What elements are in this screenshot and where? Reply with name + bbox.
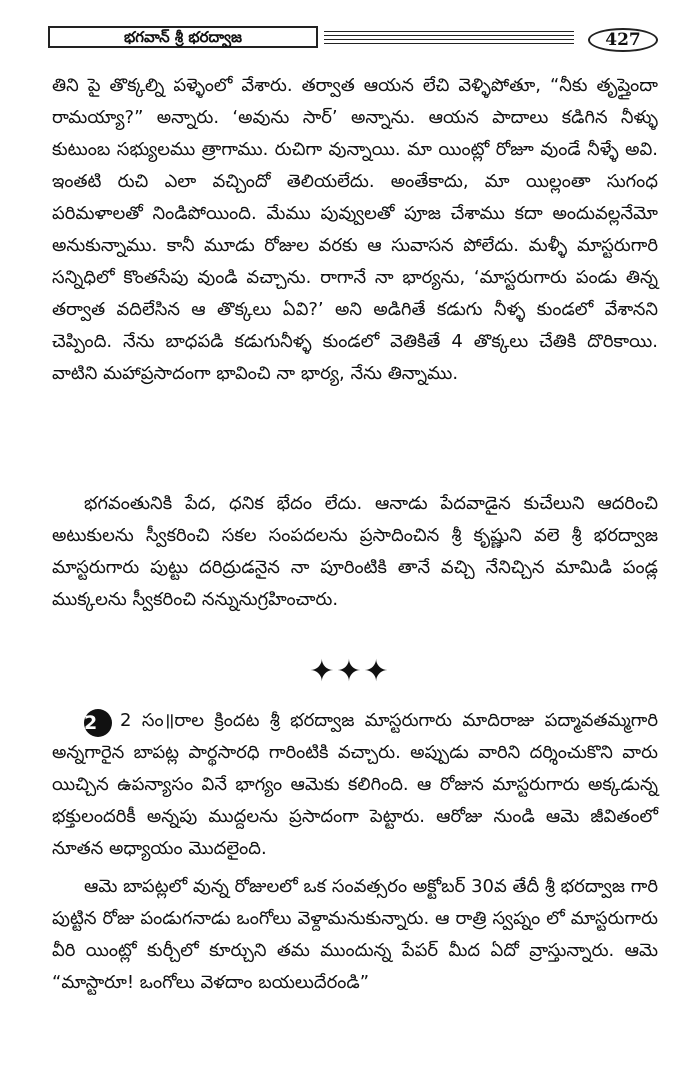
paragraph: తిని పై తొక్కల్ని పళ్ళెంలో వేశారు. తర్వాత ఆయన లేచి వెళ్ళిపోతూ, “నీకు తృప్తైందా రామయ్యా?” అన్నారు. ‘అవును సార్’ అన్నాను. ఆయన పాదాలు కడిగిన నీళ్ళు కుటుంబ సభ్యులము త్రాగాము. రుచిగా వున్నాయి. మా యింట్లో రోజూ వుండే నీళ్ళే అవి. ఇంతటి రుచి ఎలా వచ్చిందో తెలియలేదు. అంతేకాదు, మా యిల్లంతా సుగంధ పరిమళాలతో నిండిపోయింది. మేము పువ్వులతో పూజ చేశాము కదా అందువల్లనేమో అనుకున్నాము. కానీ మూడు రోజుల వరకు ఆ సువాసన పోలేదు. మళ్ళీ మాస్టరుగారి సన్నిధిలో కొంతసేపు వుండి వచ్చాను. రాగానే నా భార్యను, ‘మాస్టరుగారు పండు తిన్న తర్వాత వదిలేసిన ఆ తొక్కలు ఏవి?’ అని అడిగితే కడుగు నీళ్ళ కుండలో వేశానని చెప్పింది. నేను బాధపడి కడుగునీళ్ళ కుండలో వెతికితే 4 తొక్కలు చేతికి దొరికాయి. వాటిని మహాప్రసాదంగా భావించి నా భార్య, నేను తిన్నాము. (52, 75, 658, 384)
paragraph: భగవంతునికి పేద, ధనిక భేదం లేదు. ఆనాడు పేదవాడైన కుచేలుని ఆదరించి అటుకులను స్వీకరించి సకల సంపదలను ప్రసాదించిన శ్రీ కృష్ణుని వలె శ్రీ భరద్వాజ మాస్టరుగారు పుట్టు దరిద్రుడనైన నా పూరింటికి తానే వచ్చి నేనిచ్చిన మామిడి పండ్ల ముక్కలను స్వీకరించి నన్నునుగ్రహించారు. (52, 493, 658, 610)
header-rule (324, 43, 574, 44)
header-rule (324, 39, 574, 40)
running-title: భగవాన్ శ్రీ భరద్వాజ (48, 26, 318, 48)
section-number-badge: 2 (84, 709, 112, 737)
paragraph: ఆమె బాపట్లలో వున్న రోజులలో ఒక సంవత్సరం అక్టోబర్ 30వ తేదీ శ్రీ భరద్వాజ గారి పుట్టిన రోజు పండుగనాడు ఒంగోలు వెళ్దామనుకున్నారు. ఆ రాత్రి స్వప్నం లో మాస్టరుగారు వీరి యింట్లో కుర్చీలో కూర్చుని తమ ముందున్న పేపర్ మీద ఏదో వ్రాస్తున్నారు. ఆమె “మాస్టారూ! ఒంగోలు వెళదాం బయలుదేరండి” (52, 876, 658, 993)
numbered-section (52, 705, 658, 999)
page-number: 427 (588, 28, 658, 52)
running-header (48, 24, 658, 52)
header-rule (324, 35, 574, 36)
header-rule (324, 31, 574, 32)
section-divider-ornament: ✦✦✦ (309, 654, 391, 689)
continuation-paragraph (52, 70, 658, 390)
section-paragraph (52, 705, 658, 865)
paragraph-text: 2 సం॥రాల క్రిందట శ్రీ భరద్వాజ మాస్టరుగారు మాదిరాజు పద్మావతమ్మగారి అన్నగారైన బాపట్ల పార్థసారధి గారింటికి వచ్చారు. అప్పుడు వారిని దర్శించుకొని వారు యిచ్చిన ఉపన్యాసం వినే భాగ్యం ఆమెకు కలిగింది. ఆ రోజున మాస్టరుగారు అక్కడున్న భక్తులందరికీ అన్నపు ముద్దలను ప్రసాదంగా పెట్టారు. ఆరోజు నుండి ఆమె జీవితంలో నూతన అధ్యాయం మొదలైంది. (52, 710, 658, 859)
header-rules (324, 28, 658, 50)
reflection-paragraph (52, 488, 658, 616)
